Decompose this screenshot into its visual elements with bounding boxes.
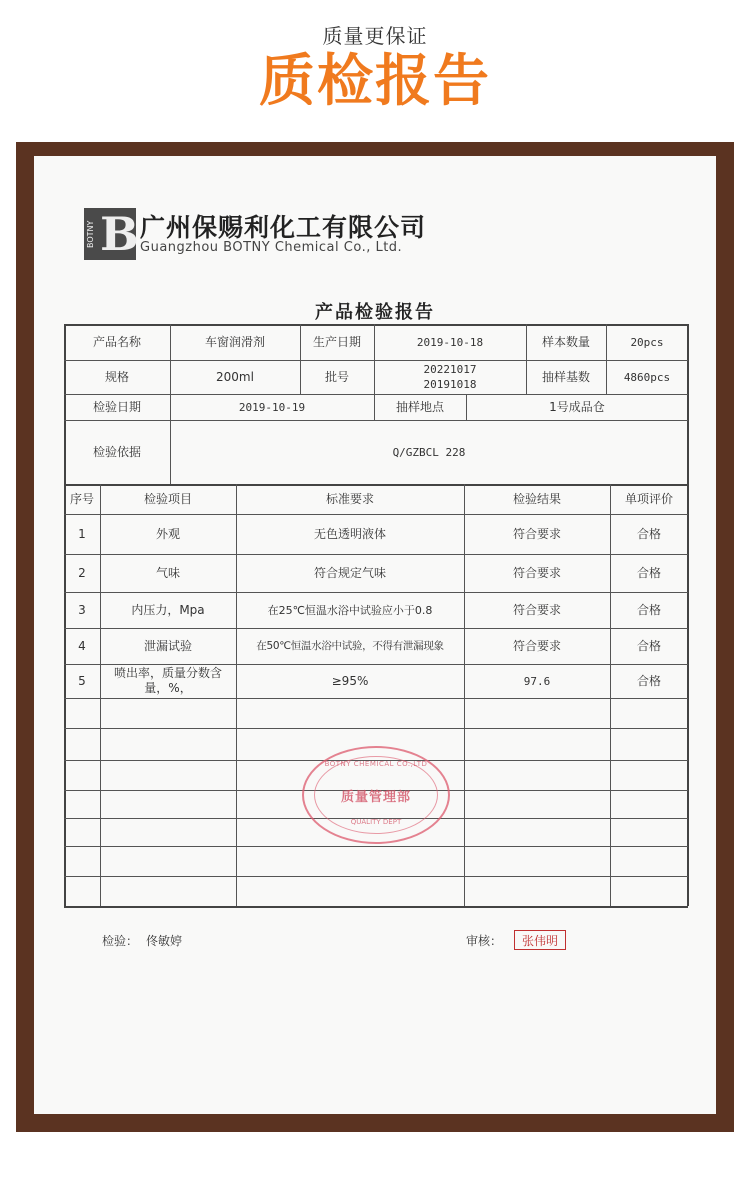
row3-eval: 合格 bbox=[636, 602, 661, 617]
label-inspect-date: 检验日期 bbox=[92, 399, 141, 414]
row2-item: 气味 bbox=[155, 565, 180, 580]
batch-line-1: 20221017 bbox=[423, 363, 477, 376]
row5-no: 5 bbox=[78, 673, 86, 688]
report-frame bbox=[16, 142, 734, 1132]
label-sample-loc: 抽样地点 bbox=[395, 399, 444, 414]
stamp-top-text: BOTNY CHEMICAL CO.,LTD bbox=[324, 760, 428, 768]
inspector-name: 佟敏婷 bbox=[146, 934, 183, 948]
col-header-item: 检验项目 bbox=[143, 491, 192, 506]
logo-side-text: BOTNY bbox=[86, 220, 95, 248]
row3-item: 内压力，Mpa bbox=[131, 602, 205, 617]
value-product-name: 车窗润滑剂 bbox=[204, 334, 265, 349]
page-title: 质检报告 bbox=[259, 49, 491, 114]
col-header-result: 检验结果 bbox=[512, 491, 561, 506]
row2-eval: 合格 bbox=[636, 565, 661, 580]
row5-req: ≥95% bbox=[331, 673, 369, 688]
col-header-eval: 单项评价 bbox=[624, 491, 673, 506]
row2-result: 符合要求 bbox=[512, 565, 561, 580]
row3-req: 在25℃恒温水浴中试验应小于0.8 bbox=[267, 603, 433, 617]
value-prod-date: 2019-10-18 bbox=[416, 335, 484, 349]
row5-item: 喷出率，质量分数含量，%， bbox=[113, 666, 222, 695]
col-header-req: 标准要求 bbox=[325, 491, 374, 506]
row3-no: 3 bbox=[78, 602, 86, 617]
label-sample-qty: 样本数量 bbox=[541, 334, 590, 349]
row4-eval: 合格 bbox=[636, 638, 661, 653]
company-name-cn: 广州保赐利化工有限公司 bbox=[140, 213, 427, 242]
quality-dept-stamp bbox=[302, 746, 450, 844]
row2-req: 符合规定气味 bbox=[313, 565, 386, 580]
stamp-bottom-text: QUALITY DEPT bbox=[350, 818, 402, 826]
row4-result: 符合要求 bbox=[512, 638, 561, 653]
inspection-table bbox=[34, 156, 716, 1114]
report-paper bbox=[34, 156, 716, 1114]
batch-line-2: 20191018 bbox=[423, 378, 477, 391]
page-subtitle: 质量更保证 bbox=[322, 24, 428, 48]
row2-no: 2 bbox=[78, 565, 86, 580]
company-name-en: Guangzhou BOTNY Chemical Co., Ltd. bbox=[140, 240, 403, 255]
row1-no: 1 bbox=[78, 526, 86, 541]
value-inspect-date: 2019-10-19 bbox=[238, 400, 306, 414]
value-basis: Q/GZBCL 228 bbox=[392, 445, 466, 459]
stamp-center-text: 质量管理部 bbox=[340, 790, 411, 805]
row1-result: 符合要求 bbox=[512, 526, 561, 541]
row5-eval: 合格 bbox=[636, 673, 661, 688]
label-prod-date: 生产日期 bbox=[312, 334, 361, 349]
value-batch bbox=[374, 360, 526, 394]
label-spec: 规格 bbox=[104, 369, 129, 384]
value-sample-qty: 20pcs bbox=[630, 335, 664, 349]
row3-result: 符合要求 bbox=[512, 602, 561, 617]
label-sample-base: 抽样基数 bbox=[541, 369, 590, 384]
label-batch: 批号 bbox=[324, 369, 349, 384]
inspector-label: 检验： bbox=[102, 934, 139, 948]
value-sample-loc: 1号成品仓 bbox=[549, 399, 605, 414]
row4-item: 泄漏试验 bbox=[143, 638, 192, 653]
logo-letter: B bbox=[100, 207, 139, 261]
row1-item: 外观 bbox=[155, 526, 180, 541]
label-product-name: 产品名称 bbox=[92, 334, 141, 349]
value-spec: 200ml bbox=[216, 369, 254, 384]
row4-req: 在50℃恒温水浴中试验，不得有泄漏现象 bbox=[256, 639, 444, 652]
reviewer-name-seal: 张伟明 bbox=[514, 930, 566, 950]
value-sample-base: 4860pcs bbox=[623, 370, 671, 384]
report-title: 产品检验报告 bbox=[315, 302, 435, 323]
row4-no: 4 bbox=[78, 638, 86, 653]
row5-result: 97.6 bbox=[523, 674, 551, 688]
row1-req: 无色透明液体 bbox=[313, 526, 386, 541]
reviewer-label: 审核： bbox=[466, 934, 503, 948]
label-basis: 检验依据 bbox=[92, 444, 141, 459]
row1-eval: 合格 bbox=[636, 526, 661, 541]
col-header-no: 序号 bbox=[69, 491, 94, 506]
